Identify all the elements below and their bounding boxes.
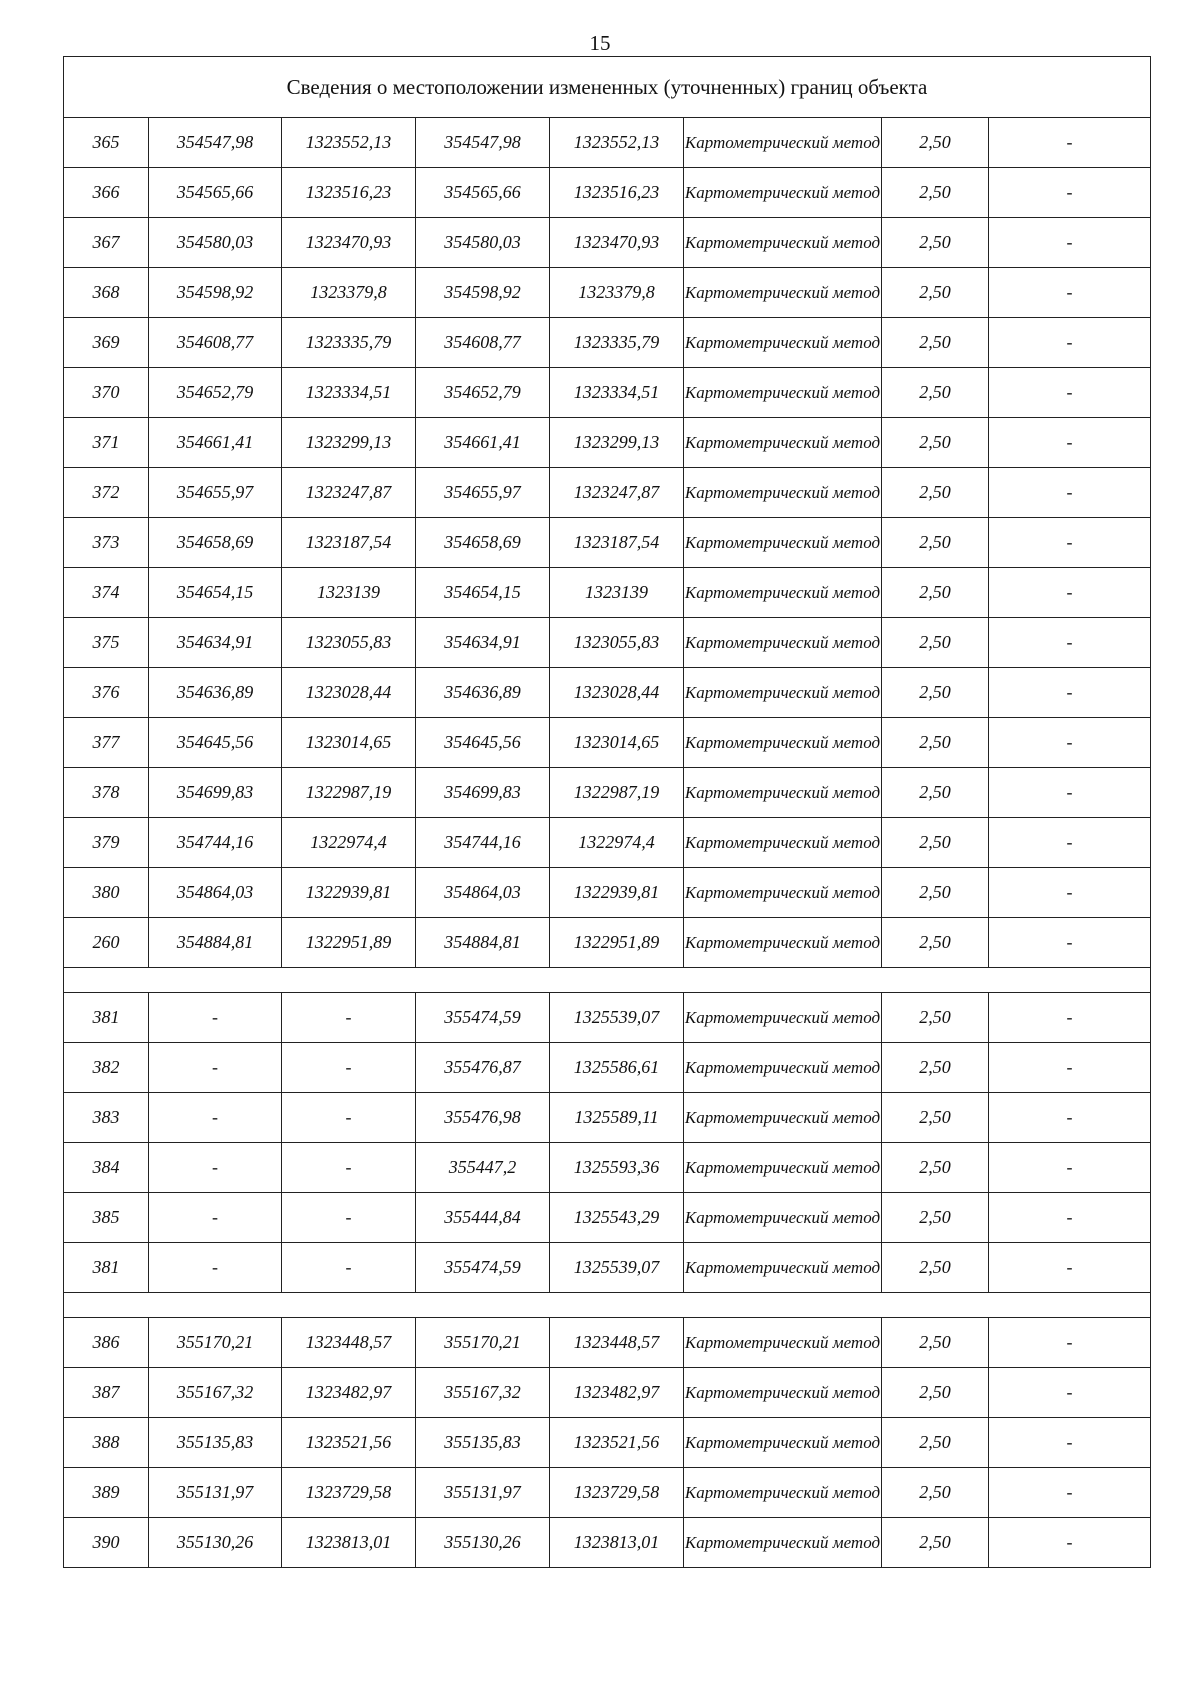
point-number-cell: 388: [64, 1418, 149, 1468]
old-x-cell: 354547,98: [149, 118, 282, 168]
method-cell: Картометрический метод: [684, 1468, 882, 1518]
description-cell: -: [989, 1368, 1151, 1418]
old-y-cell: 1323729,58: [282, 1468, 416, 1518]
new-x-cell: 354658,69: [416, 518, 550, 568]
new-y-cell: 1325593,36: [550, 1143, 684, 1193]
accuracy-cell: 2,50: [882, 168, 989, 218]
point-number-cell: 381: [64, 1243, 149, 1293]
old-x-cell: 354658,69: [149, 518, 282, 568]
point-number-cell: 382: [64, 1043, 149, 1093]
method-cell: Картометрический метод: [684, 1518, 882, 1568]
old-x-cell: 354699,83: [149, 768, 282, 818]
new-y-cell: 1323247,87: [550, 468, 684, 518]
new-x-cell: 355135,83: [416, 1418, 550, 1468]
old-y-cell: 1323055,83: [282, 618, 416, 668]
old-x-cell: -: [149, 1243, 282, 1293]
method-cell: Картометрический метод: [684, 1418, 882, 1468]
accuracy-cell: 2,50: [882, 1243, 989, 1293]
new-x-cell: 354636,89: [416, 668, 550, 718]
boundary-coordinates-table: [63, 56, 1151, 1568]
table-row: [64, 1093, 1151, 1143]
old-y-cell: 1323139: [282, 568, 416, 618]
new-y-cell: 1323470,93: [550, 218, 684, 268]
accuracy-cell: 2,50: [882, 993, 989, 1043]
method-cell: Картометрический метод: [684, 618, 882, 668]
table-row: [64, 168, 1151, 218]
point-number-cell: 371: [64, 418, 149, 468]
old-y-cell: 1323516,23: [282, 168, 416, 218]
old-y-cell: 1323247,87: [282, 468, 416, 518]
old-x-cell: -: [149, 1093, 282, 1143]
table-row: [64, 818, 1151, 868]
table-row: [64, 118, 1151, 168]
new-x-cell: 354699,83: [416, 768, 550, 818]
accuracy-cell: 2,50: [882, 1418, 989, 1468]
method-cell: Картометрический метод: [684, 1318, 882, 1368]
old-y-cell: 1323448,57: [282, 1318, 416, 1368]
new-y-cell: 1323379,8: [550, 268, 684, 318]
description-cell: -: [989, 218, 1151, 268]
new-x-cell: 354634,91: [416, 618, 550, 668]
old-x-cell: -: [149, 1043, 282, 1093]
method-cell: Картометрический метод: [684, 718, 882, 768]
new-y-cell: 1323482,97: [550, 1368, 684, 1418]
description-cell: -: [989, 318, 1151, 368]
new-x-cell: 355474,59: [416, 1243, 550, 1293]
old-x-cell: 354744,16: [149, 818, 282, 868]
old-x-cell: 354864,03: [149, 868, 282, 918]
accuracy-cell: 2,50: [882, 1093, 989, 1143]
description-cell: -: [989, 1318, 1151, 1368]
old-x-cell: 354645,56: [149, 718, 282, 768]
old-y-cell: -: [282, 1143, 416, 1193]
point-number-cell: 381: [64, 993, 149, 1043]
new-x-cell: 355444,84: [416, 1193, 550, 1243]
point-number-cell: 386: [64, 1318, 149, 1368]
old-y-cell: -: [282, 993, 416, 1043]
accuracy-cell: 2,50: [882, 618, 989, 668]
new-y-cell: 1323729,58: [550, 1468, 684, 1518]
old-y-cell: 1323335,79: [282, 318, 416, 368]
table-row: [64, 1143, 1151, 1193]
new-x-cell: 355170,21: [416, 1318, 550, 1368]
method-cell: Картометрический метод: [684, 993, 882, 1043]
table-row: [64, 268, 1151, 318]
new-y-cell: 1323028,44: [550, 668, 684, 718]
table-row: [64, 718, 1151, 768]
method-cell: Картометрический метод: [684, 668, 882, 718]
old-y-cell: 1323028,44: [282, 668, 416, 718]
table-row: [64, 1318, 1151, 1368]
old-x-cell: 355131,97: [149, 1468, 282, 1518]
old-y-cell: 1323299,13: [282, 418, 416, 468]
new-x-cell: 354598,92: [416, 268, 550, 318]
new-y-cell: 1325589,11: [550, 1093, 684, 1143]
table-row: [64, 418, 1151, 468]
old-x-cell: 354636,89: [149, 668, 282, 718]
old-y-cell: 1322987,19: [282, 768, 416, 818]
table-row: [64, 918, 1151, 968]
point-number-cell: 365: [64, 118, 149, 168]
accuracy-cell: 2,50: [882, 1318, 989, 1368]
point-number-cell: 366: [64, 168, 149, 218]
new-x-cell: 354645,56: [416, 718, 550, 768]
method-cell: Картометрический метод: [684, 218, 882, 268]
description-cell: -: [989, 1143, 1151, 1193]
description-cell: -: [989, 568, 1151, 618]
new-x-cell: 354864,03: [416, 868, 550, 918]
old-y-cell: 1323482,97: [282, 1368, 416, 1418]
contour-separator-row: [64, 1293, 1151, 1318]
old-y-cell: 1323521,56: [282, 1418, 416, 1468]
method-cell: Картометрический метод: [684, 318, 882, 368]
table-row: [64, 468, 1151, 518]
method-cell: Картометрический метод: [684, 1043, 882, 1093]
old-y-cell: 1323813,01: [282, 1518, 416, 1568]
table-row: [64, 618, 1151, 668]
description-cell: -: [989, 1518, 1151, 1568]
old-y-cell: 1323470,93: [282, 218, 416, 268]
accuracy-cell: 2,50: [882, 918, 989, 968]
accuracy-cell: 2,50: [882, 1518, 989, 1568]
point-number-cell: 390: [64, 1518, 149, 1568]
new-y-cell: 1323187,54: [550, 518, 684, 568]
table-row: [64, 668, 1151, 718]
description-cell: -: [989, 118, 1151, 168]
accuracy-cell: 2,50: [882, 218, 989, 268]
accuracy-cell: 2,50: [882, 518, 989, 568]
description-cell: -: [989, 468, 1151, 518]
point-number-cell: 369: [64, 318, 149, 368]
new-y-cell: 1325539,07: [550, 993, 684, 1043]
table-row: [64, 218, 1151, 268]
new-x-cell: 355131,97: [416, 1468, 550, 1518]
new-x-cell: 354884,81: [416, 918, 550, 968]
point-number-cell: 384: [64, 1143, 149, 1193]
table-row: [64, 568, 1151, 618]
new-y-cell: 1323055,83: [550, 618, 684, 668]
accuracy-cell: 2,50: [882, 368, 989, 418]
point-number-cell: 377: [64, 718, 149, 768]
new-x-cell: 355476,87: [416, 1043, 550, 1093]
old-x-cell: 354652,79: [149, 368, 282, 418]
page-number: 15: [589, 31, 611, 55]
new-x-cell: 354565,66: [416, 168, 550, 218]
method-cell: Картометрический метод: [684, 1143, 882, 1193]
old-y-cell: -: [282, 1093, 416, 1143]
old-x-cell: 354608,77: [149, 318, 282, 368]
new-y-cell: 1323813,01: [550, 1518, 684, 1568]
description-cell: -: [989, 868, 1151, 918]
old-y-cell: 1323334,51: [282, 368, 416, 418]
method-cell: Картометрический метод: [684, 568, 882, 618]
old-y-cell: 1322951,89: [282, 918, 416, 968]
description-cell: -: [989, 1418, 1151, 1468]
accuracy-cell: 2,50: [882, 1143, 989, 1193]
old-x-cell: 354580,03: [149, 218, 282, 268]
separator-cell: [64, 968, 1151, 993]
old-x-cell: 354598,92: [149, 268, 282, 318]
point-number-cell: 376: [64, 668, 149, 718]
accuracy-cell: 2,50: [882, 1193, 989, 1243]
point-number-cell: 380: [64, 868, 149, 918]
new-x-cell: 354744,16: [416, 818, 550, 868]
new-x-cell: 354661,41: [416, 418, 550, 468]
accuracy-cell: 2,50: [882, 568, 989, 618]
old-y-cell: -: [282, 1243, 416, 1293]
new-x-cell: 354608,77: [416, 318, 550, 368]
new-x-cell: 354652,79: [416, 368, 550, 418]
old-x-cell: 354884,81: [149, 918, 282, 968]
new-y-cell: 1323014,65: [550, 718, 684, 768]
new-x-cell: 355130,26: [416, 1518, 550, 1568]
old-x-cell: 354655,97: [149, 468, 282, 518]
point-number-cell: 379: [64, 818, 149, 868]
table-row: [64, 1468, 1151, 1518]
old-x-cell: -: [149, 993, 282, 1043]
point-number-cell: 389: [64, 1468, 149, 1518]
table-row: [64, 1518, 1151, 1568]
new-y-cell: 1323139: [550, 568, 684, 618]
point-number-cell: 373: [64, 518, 149, 568]
table-row: [64, 1193, 1151, 1243]
new-x-cell: 355476,98: [416, 1093, 550, 1143]
old-x-cell: 354661,41: [149, 418, 282, 468]
accuracy-cell: 2,50: [882, 668, 989, 718]
accuracy-cell: 2,50: [882, 768, 989, 818]
new-x-cell: 355447,2: [416, 1143, 550, 1193]
new-x-cell: 354655,97: [416, 468, 550, 518]
new-y-cell: 1323521,56: [550, 1418, 684, 1468]
old-x-cell: -: [149, 1193, 282, 1243]
old-y-cell: -: [282, 1193, 416, 1243]
method-cell: Картометрический метод: [684, 518, 882, 568]
description-cell: -: [989, 268, 1151, 318]
old-y-cell: 1322974,4: [282, 818, 416, 868]
old-y-cell: -: [282, 1043, 416, 1093]
new-y-cell: 1325543,29: [550, 1193, 684, 1243]
new-y-cell: 1323516,23: [550, 168, 684, 218]
accuracy-cell: 2,50: [882, 268, 989, 318]
description-cell: -: [989, 768, 1151, 818]
method-cell: Картометрический метод: [684, 1193, 882, 1243]
accuracy-cell: 2,50: [882, 868, 989, 918]
description-cell: -: [989, 168, 1151, 218]
new-y-cell: 1323334,51: [550, 368, 684, 418]
description-cell: -: [989, 718, 1151, 768]
method-cell: Картометрический метод: [684, 768, 882, 818]
table-row: [64, 1368, 1151, 1418]
old-y-cell: 1323379,8: [282, 268, 416, 318]
description-cell: -: [989, 518, 1151, 568]
description-cell: -: [989, 418, 1151, 468]
new-x-cell: 354547,98: [416, 118, 550, 168]
old-x-cell: 354634,91: [149, 618, 282, 668]
accuracy-cell: 2,50: [882, 118, 989, 168]
old-x-cell: 355170,21: [149, 1318, 282, 1368]
table-row: [64, 1418, 1151, 1468]
description-cell: -: [989, 368, 1151, 418]
new-y-cell: 1323335,79: [550, 318, 684, 368]
method-cell: Картометрический метод: [684, 818, 882, 868]
method-cell: Картометрический метод: [684, 168, 882, 218]
method-cell: Картометрический метод: [684, 868, 882, 918]
new-x-cell: 354580,03: [416, 218, 550, 268]
point-number-cell: 387: [64, 1368, 149, 1418]
new-y-cell: 1322939,81: [550, 868, 684, 918]
table-row: [64, 768, 1151, 818]
method-cell: Картометрический метод: [684, 368, 882, 418]
old-y-cell: 1323552,13: [282, 118, 416, 168]
description-cell: -: [989, 1243, 1151, 1293]
old-y-cell: 1323187,54: [282, 518, 416, 568]
new-x-cell: 355474,59: [416, 993, 550, 1043]
new-y-cell: 1322974,4: [550, 818, 684, 868]
old-x-cell: 354654,15: [149, 568, 282, 618]
old-x-cell: 355135,83: [149, 1418, 282, 1468]
description-cell: -: [989, 618, 1151, 668]
new-x-cell: 355167,32: [416, 1368, 550, 1418]
new-y-cell: 1323552,13: [550, 118, 684, 168]
description-cell: -: [989, 993, 1151, 1043]
table-row: [64, 1243, 1151, 1293]
point-number-cell: 372: [64, 468, 149, 518]
table-row: [64, 368, 1151, 418]
new-y-cell: 1322951,89: [550, 918, 684, 968]
point-number-cell: 368: [64, 268, 149, 318]
old-x-cell: 354565,66: [149, 168, 282, 218]
accuracy-cell: 2,50: [882, 418, 989, 468]
point-number-cell: 367: [64, 218, 149, 268]
old-x-cell: 355167,32: [149, 1368, 282, 1418]
point-number-cell: 375: [64, 618, 149, 668]
new-x-cell: 354654,15: [416, 568, 550, 618]
old-x-cell: 355130,26: [149, 1518, 282, 1568]
new-y-cell: 1325539,07: [550, 1243, 684, 1293]
accuracy-cell: 2,50: [882, 1043, 989, 1093]
description-cell: -: [989, 918, 1151, 968]
point-number-cell: 378: [64, 768, 149, 818]
method-cell: Картометрический метод: [684, 268, 882, 318]
accuracy-cell: 2,50: [882, 318, 989, 368]
accuracy-cell: 2,50: [882, 818, 989, 868]
method-cell: Картометрический метод: [684, 118, 882, 168]
method-cell: Картометрический метод: [684, 468, 882, 518]
description-cell: -: [989, 1043, 1151, 1093]
accuracy-cell: 2,50: [882, 1468, 989, 1518]
table-row: [64, 318, 1151, 368]
new-y-cell: 1325586,61: [550, 1043, 684, 1093]
point-number-cell: 370: [64, 368, 149, 418]
method-cell: Картометрический метод: [684, 918, 882, 968]
description-cell: -: [989, 1193, 1151, 1243]
old-y-cell: 1323014,65: [282, 718, 416, 768]
table-row: [64, 868, 1151, 918]
accuracy-cell: 2,50: [882, 718, 989, 768]
point-number-cell: 385: [64, 1193, 149, 1243]
point-number-cell: 383: [64, 1093, 149, 1143]
separator-cell: [64, 1293, 1151, 1318]
method-cell: Картометрический метод: [684, 418, 882, 468]
accuracy-cell: 2,50: [882, 1368, 989, 1418]
method-cell: Картометрический метод: [684, 1368, 882, 1418]
description-cell: -: [989, 1093, 1151, 1143]
new-y-cell: 1323448,57: [550, 1318, 684, 1368]
method-cell: Картометрический метод: [684, 1243, 882, 1293]
table-row: [64, 993, 1151, 1043]
table-title: Сведения о местоположении измененных (уточненных) границ объекта: [64, 57, 1151, 118]
table-row: [64, 518, 1151, 568]
point-number-cell: 260: [64, 918, 149, 968]
description-cell: -: [989, 818, 1151, 868]
table-row: [64, 1043, 1151, 1093]
description-cell: -: [989, 668, 1151, 718]
point-number-cell: 374: [64, 568, 149, 618]
old-y-cell: 1322939,81: [282, 868, 416, 918]
old-x-cell: -: [149, 1143, 282, 1193]
method-cell: Картометрический метод: [684, 1093, 882, 1143]
new-y-cell: 1323299,13: [550, 418, 684, 468]
contour-separator-row: [64, 968, 1151, 993]
description-cell: -: [989, 1468, 1151, 1518]
new-y-cell: 1322987,19: [550, 768, 684, 818]
accuracy-cell: 2,50: [882, 468, 989, 518]
